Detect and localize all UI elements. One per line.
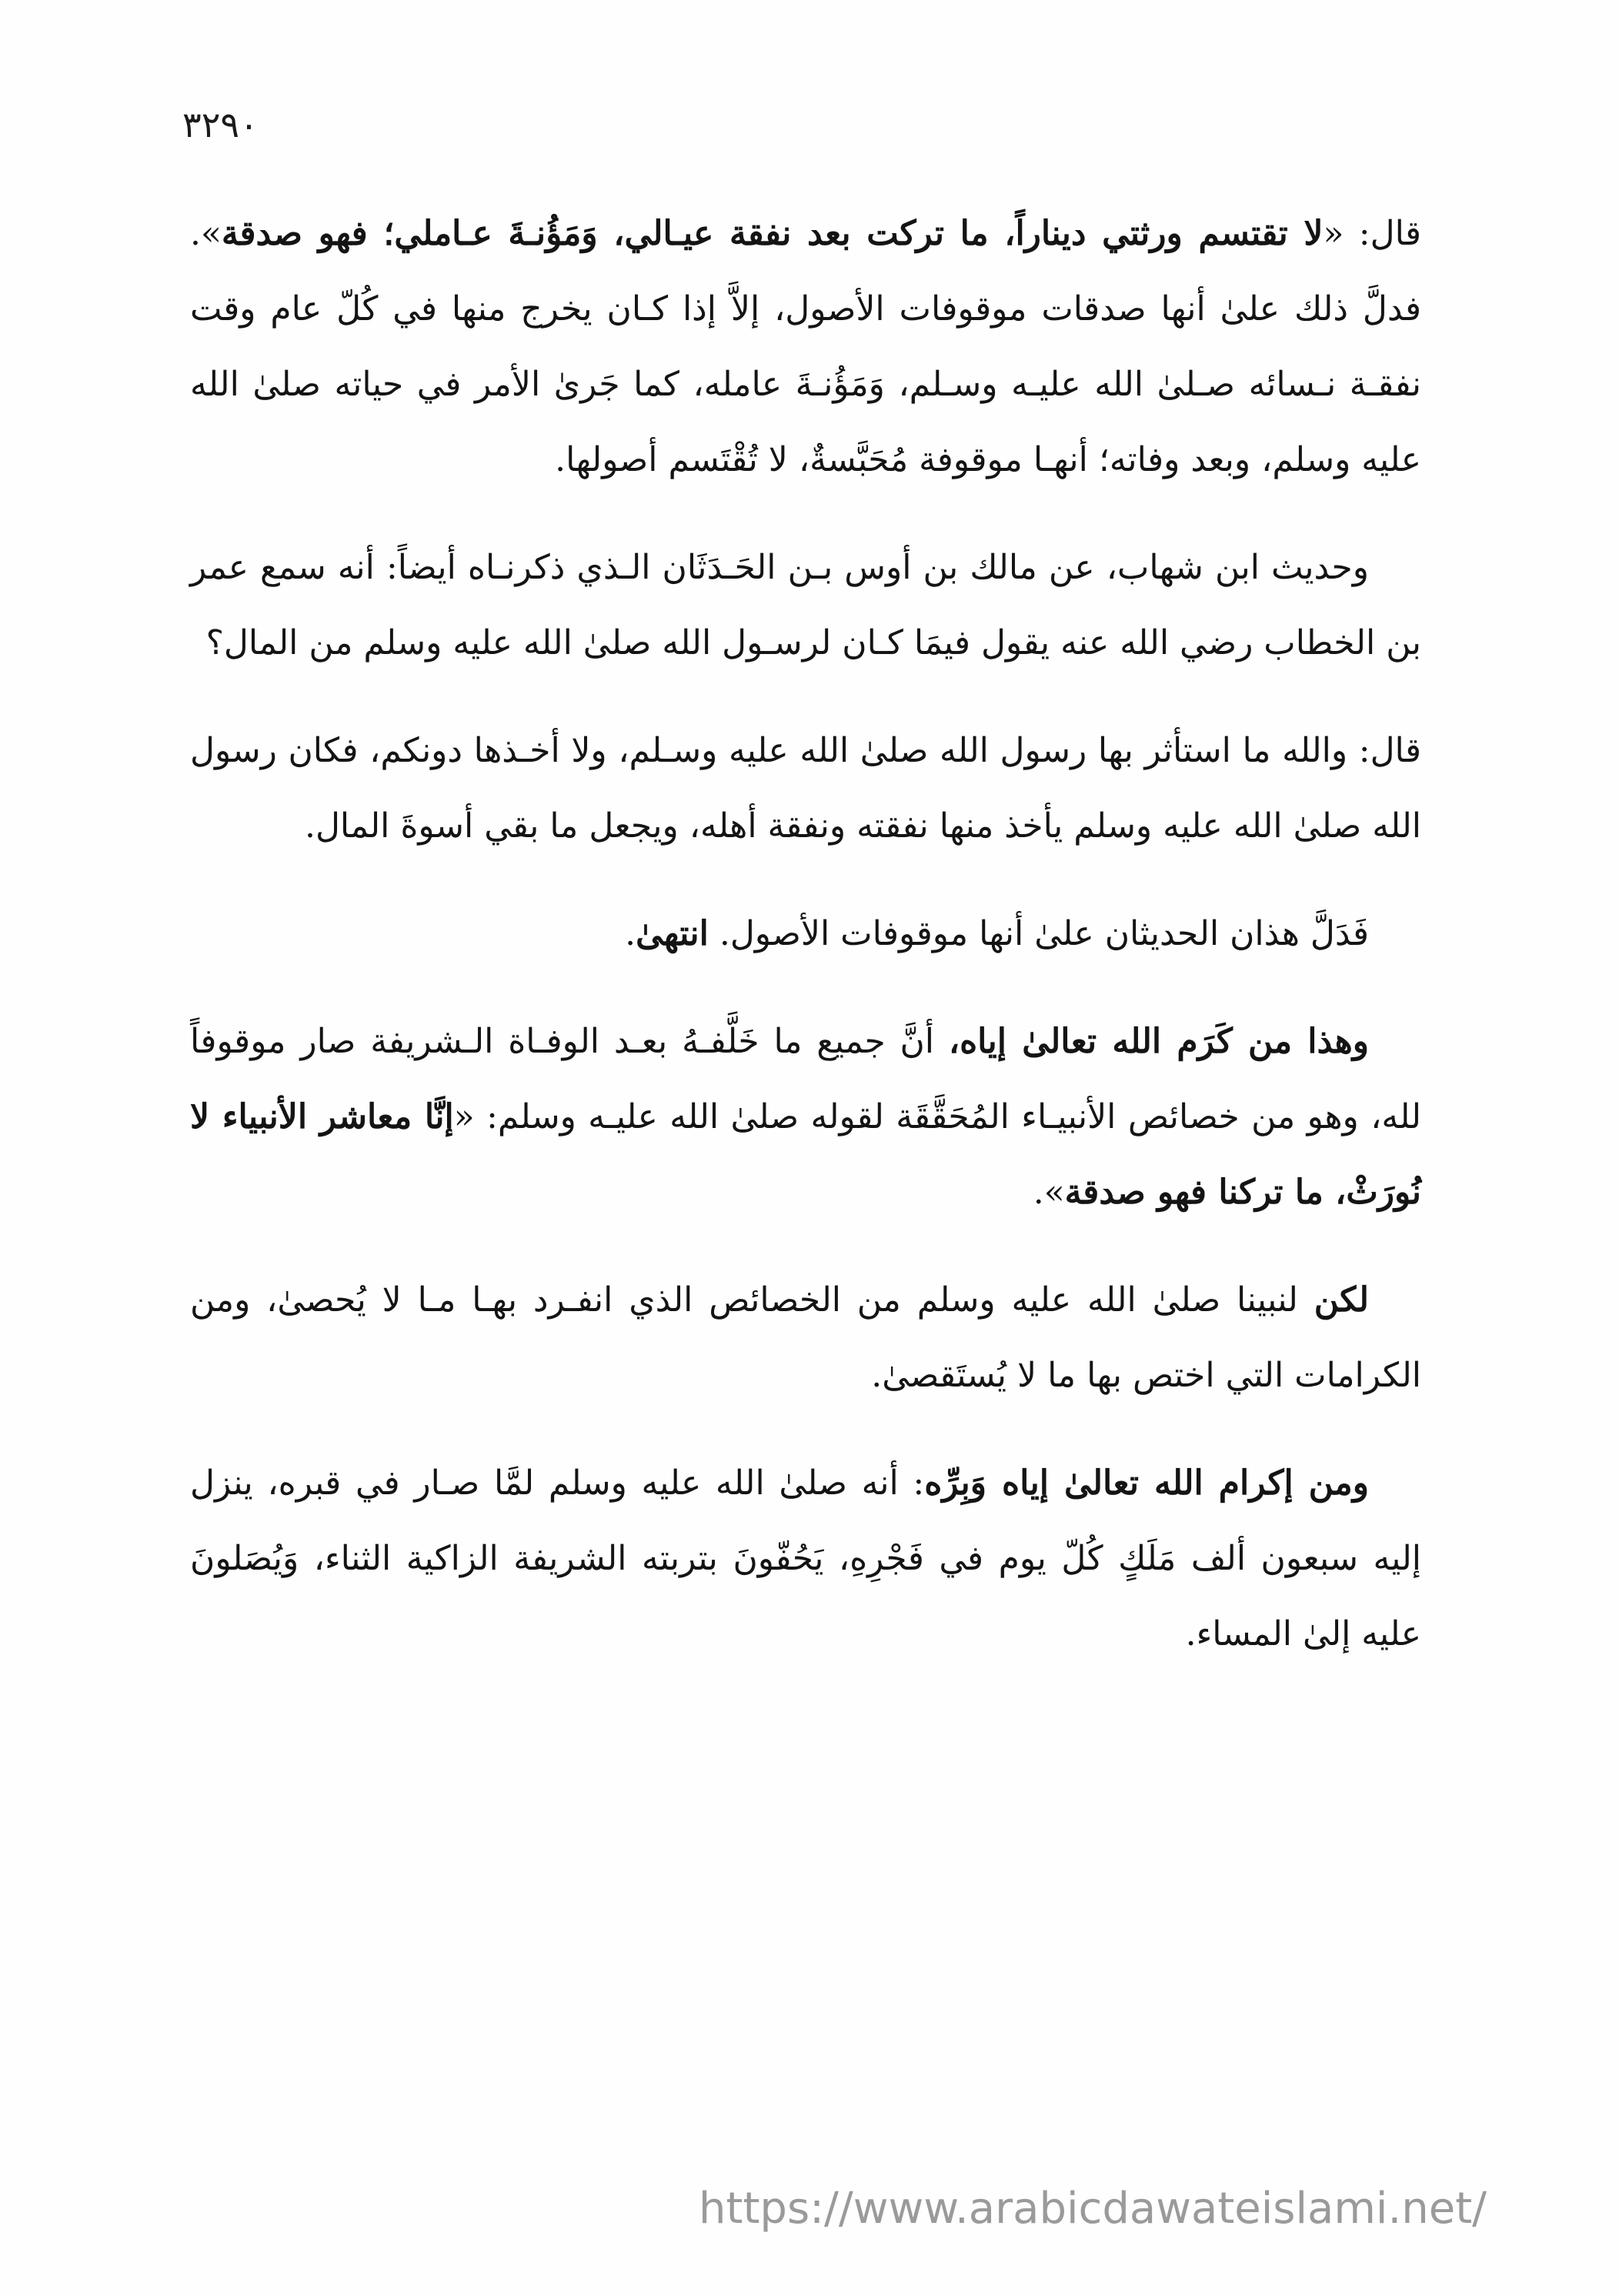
text-run: أنَّ جميع ما خَلَّفـهُ بعـد الوفـاة الـشريفة صار موقوفاً لله، وهو من خصائص الأنبيـاء المُحَقَّقَة لقوله صلىٰ الله عليـه وسلم: « [190, 1022, 1421, 1136]
paragraph-6 [190, 1263, 1421, 1413]
bold-text: لا تقتسم ورثتي ديناراً، ما تركت بعد نفقة عيـالي، وَمَؤُنـةَ عـاملي؛ فهو صدقة [221, 214, 1324, 253]
watermark-url: https://www.arabicdawateislami.net/ [699, 2184, 1487, 2234]
page-number: ٣٢٩٠ [182, 104, 259, 145]
text-run: ». فدلَّ ذلك علىٰ أنها صدقات موقوفات الأصول، إلاَّ إذا كـان يخرج منها في كُلّ عام وقت نفقـة نـسائه صـلىٰ الله عليـه وسـلم، وَمَؤُنـةَ عامله، كما جَرىٰ الأمر في حياته صلىٰ الله عليه وسلم، وبعد وفاته؛ أنهـا موقوفة مُحَبَّسةٌ، لا تُقْتَسم أصولها. [190, 214, 1422, 479]
text-run: قال: والله ما استأثر بها رسول الله صلىٰ الله عليه وسـلم، ولا أخـذها دونكم، فكان رسول الله صلىٰ الله عليه وسلم يأخذ منها نفقته ونفقة أهله، ويجعل ما بقي أسوةَ المال. [190, 731, 1421, 846]
bold-text: وهذا من كَرَم الله تعالىٰ إياه، [948, 1022, 1369, 1061]
text-run: ». [1033, 1173, 1065, 1212]
paragraph-2 [190, 530, 1421, 681]
bold-text: ومن إكرام الله تعالىٰ إياه وَبِرِّه [924, 1463, 1369, 1503]
text-run: : أنه صلىٰ الله عليه وسلم لمَّا صـار في قبره، ينزل إليه سبعون ألف مَلَكٍ كُلّ يوم في فَجْرِهِ، يَحُفّونَ بتربته الشريفة الزاكية الثناء، وَيُصَلونَ عليه إلىٰ المساء. [190, 1463, 1421, 1654]
paragraph-3 [190, 713, 1421, 864]
body-text [190, 196, 1421, 1672]
text-run: فَدَلَّ هذان الحديثان علىٰ أنها موقوفات الأصول. [708, 914, 1369, 953]
text-run: . [625, 914, 636, 953]
text-run: لنبينا صلىٰ الله عليه وسلم من الخصائص الذي انفـرد بهـا مـا لا يُحصىٰ، ومن الكرامات التي اختص بها ما لا يُستَقصىٰ. [190, 1280, 1421, 1395]
paragraph-5 [190, 1004, 1421, 1230]
text-run: قال: « [1323, 214, 1422, 253]
paragraph-4 [190, 896, 1421, 972]
bold-text: إنَّا معاشر الأنبياء لا نُورَثْ، ما تركنا فهو صدقة [190, 1097, 1421, 1212]
bold-text: لكن [1314, 1280, 1369, 1320]
paragraph-7 [190, 1446, 1421, 1672]
bold-text: انتهىٰ [636, 914, 709, 953]
paragraph-1 [190, 196, 1421, 498]
text-run: وحديث ابن شهاب، عن مالك بن أوس بـن الحَـدَثَان الـذي ذكرنـاه أيضاً: أنه سمع عمر بن الخطاب رضي الله عنه يقول فيمَا كـان لرسـول الله صلىٰ الله عليه وسلم من المال؟ [190, 548, 1421, 662]
